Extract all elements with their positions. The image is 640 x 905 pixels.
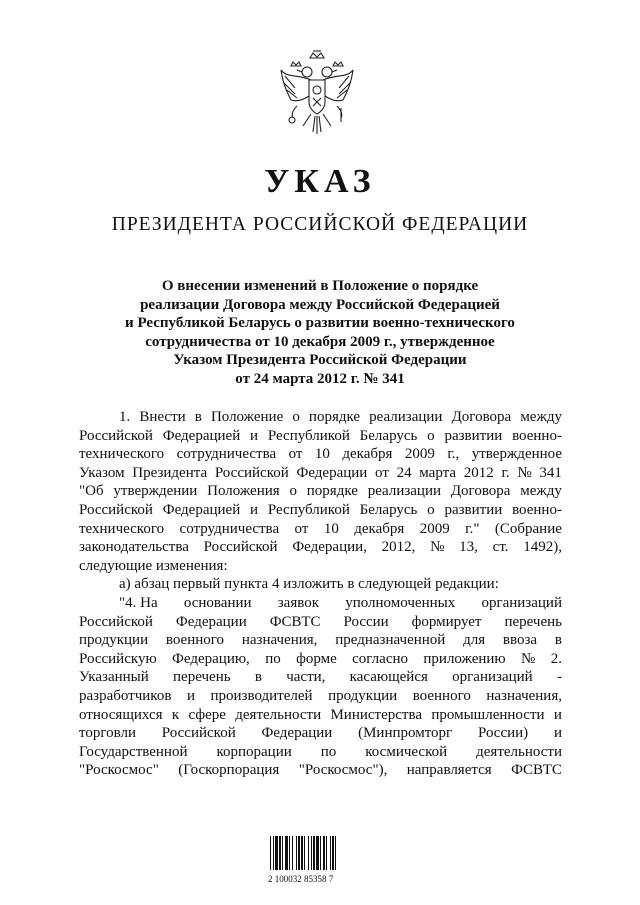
body-word: от — [375, 464, 389, 481]
body-word: Федерации — [175, 613, 247, 630]
body-word: "Об — [79, 483, 104, 500]
body-word: Российскую — [79, 650, 157, 667]
body-word: г., — [447, 446, 460, 463]
body-word: Республикой — [267, 427, 350, 444]
body-word: 2. — [550, 650, 562, 667]
body-word: (Собрание — [494, 520, 562, 537]
body-word: 10 — [314, 446, 330, 463]
body-line — [79, 520, 562, 539]
body-word: приложению — [423, 650, 506, 667]
barcode-bar — [330, 836, 331, 870]
barcode-bar — [316, 836, 319, 870]
body-word: порядке — [308, 409, 361, 425]
body-word: марта — [419, 464, 457, 481]
barcode — [268, 830, 364, 888]
body-word: ФСВТС — [511, 762, 562, 779]
barcode-bar — [270, 836, 271, 870]
body-word: утверждении — [113, 483, 198, 500]
body-word: продукции — [328, 687, 398, 704]
body-word: Федерацией — [162, 501, 241, 518]
body-word: 1492), — [523, 539, 562, 556]
body-word: торговли — [79, 725, 137, 742]
heading-line: реализации Договора между Российской Федерацией — [140, 296, 500, 313]
body-word: направляется — [406, 762, 492, 779]
body-word: корпорации — [216, 743, 292, 760]
body-word: Российской — [161, 725, 236, 742]
body-word: военно- — [512, 501, 562, 518]
body-word: Указом — [79, 464, 125, 481]
body-line — [79, 501, 562, 520]
body-word: согласно — [352, 650, 409, 667]
body-word: России) — [477, 725, 529, 742]
body-word: назначения, — [241, 632, 318, 649]
body-word: части, — [286, 669, 326, 686]
barcode-bar — [320, 836, 321, 870]
body-word: форме — [296, 650, 337, 667]
body-word: уполномоченных — [345, 594, 456, 611]
body-word: Федерации, — [292, 539, 367, 556]
body-word: а) абзац первый пункта 4 изложить в следующей редакции: — [119, 576, 499, 593]
body-word: г." — [465, 520, 480, 537]
body-word: в — [554, 632, 562, 649]
body-word: декабря — [342, 446, 393, 463]
body-word: для — [463, 632, 486, 649]
body-word: 10 — [323, 520, 339, 537]
body-word: 1. — [119, 409, 131, 425]
barcode-number: 2 100032 85358 7 — [268, 874, 334, 884]
body-word: организаций — [481, 594, 562, 611]
body-word: реализации — [369, 409, 443, 425]
body-word: о — [289, 483, 297, 500]
body-word: 2009 — [419, 520, 450, 537]
body-word: о — [427, 427, 435, 444]
body-word: Президента — [132, 464, 208, 481]
body-word: Федерацию, — [172, 650, 250, 667]
body-word: Положение — [210, 409, 284, 425]
barcode-bar — [308, 836, 309, 870]
barcode-bar — [273, 836, 274, 870]
body-word: и — [186, 687, 195, 704]
body-word: "Роскосмос" — [79, 762, 159, 779]
barcode-bar — [313, 836, 315, 870]
body-line — [79, 575, 562, 594]
body-word: основании — [183, 594, 252, 611]
body-line — [79, 594, 562, 613]
body-word: ст. — [492, 539, 509, 556]
body-word: заявок — [277, 594, 319, 611]
barcode-bar — [332, 836, 334, 870]
body-word: технического — [79, 520, 165, 537]
body-word: организаций — [452, 669, 533, 686]
body-line — [79, 687, 562, 706]
body-word: Федерации — [296, 464, 368, 481]
barcode-bar — [326, 836, 327, 870]
body-word: законодательства — [79, 539, 189, 556]
decree-heading — [80, 277, 560, 389]
barcode-bar — [304, 836, 305, 870]
body-word: 2012, — [381, 539, 416, 556]
body-word: назначения, — [486, 687, 562, 704]
body-word: Российской — [203, 539, 278, 556]
body-word: порядке — [306, 483, 358, 500]
barcode-bar — [301, 836, 303, 870]
heading-line: от 24 марта 2012 г. № 341 — [235, 370, 405, 387]
barcode-bar — [335, 836, 336, 870]
decree-type-title: УКАЗ — [264, 163, 376, 200]
body-word: разработчиков — [79, 687, 172, 704]
barcode-bar — [296, 836, 297, 870]
body-line — [79, 557, 562, 576]
barcode-bar — [289, 836, 290, 870]
body-word: между — [520, 483, 562, 500]
body-word: 341 — [539, 464, 562, 481]
body-word: развитии — [444, 427, 503, 444]
body-word: следующие изменения: — [79, 557, 228, 574]
barcode-bar — [282, 836, 283, 870]
barcode-bar — [323, 836, 325, 870]
barcode-icon — [268, 830, 364, 872]
heading-line: и Республикой Беларусь о развитии военно-технического — [125, 315, 515, 332]
body-word: о — [427, 501, 435, 518]
body-line — [79, 724, 562, 743]
body-word: (Госкорпорация — [178, 762, 280, 779]
decree-issuer: ПРЕЗИДЕНТА РОССИЙСКОЙ ФЕДЕРАЦИИ — [111, 214, 529, 235]
body-word: декабря — [354, 520, 405, 537]
body-word: "4. На — [119, 594, 158, 611]
body-word: производителей — [210, 687, 313, 704]
body-word: и — [250, 427, 259, 444]
barcode-bar — [285, 836, 288, 870]
body-word: Российской — [79, 427, 153, 444]
body-word: военного — [412, 687, 471, 704]
body-word: 24 — [396, 464, 412, 481]
body-word: деятельности — [235, 706, 322, 723]
body-word: продукции — [79, 632, 149, 649]
body-word: 2012 — [463, 464, 494, 481]
body-word: формирует — [411, 613, 482, 630]
body-line — [79, 743, 562, 762]
coat-of-arms-icon — [277, 48, 357, 140]
body-word: Внести — [139, 409, 186, 425]
body-word: перечень — [504, 613, 562, 630]
heading-line: Указом Президента Российской Федерации — [173, 352, 467, 369]
body-line — [79, 464, 562, 483]
body-word: 13, — [459, 539, 478, 556]
barcode-bar — [298, 836, 300, 870]
body-word: сотрудничества — [176, 446, 277, 463]
body-word: к — [171, 706, 180, 723]
body-word: Указанный — [79, 669, 149, 686]
body-word: Положения — [207, 483, 280, 500]
body-word: военно- — [512, 427, 562, 444]
body-line — [79, 631, 562, 650]
body-word: России — [343, 613, 389, 630]
body-word: Беларусь — [359, 427, 418, 444]
body-word: "Роскосмос"), — [298, 762, 388, 779]
body-word: Министерства — [330, 706, 423, 723]
barcode-bar — [275, 836, 278, 870]
body-word: сфере — [188, 706, 226, 723]
body-word: между — [520, 409, 562, 425]
barcode-bar — [292, 836, 293, 870]
body-word: утвержденное — [471, 446, 562, 463]
body-word: Федерацией — [162, 427, 241, 444]
body-word: Республикой — [267, 501, 350, 518]
body-word: Российской — [79, 501, 153, 518]
body-word: от — [288, 446, 303, 463]
body-word: в — [194, 409, 202, 425]
body-word: Договора — [451, 409, 512, 425]
body-line — [79, 408, 562, 427]
body-word: 2009 — [404, 446, 435, 463]
body-word: военного — [165, 632, 225, 649]
body-word: о — [292, 409, 300, 425]
body-word: ФСВТС — [269, 613, 321, 630]
body-word: и — [250, 501, 259, 518]
body-word: и — [553, 725, 562, 742]
barcode-bar — [311, 836, 312, 870]
body-line — [79, 761, 562, 780]
body-word: промышленности — [431, 706, 545, 723]
body-line — [79, 613, 562, 632]
body-line — [79, 668, 562, 687]
body-word: от — [294, 520, 309, 537]
body-word: (Минпромторг — [358, 725, 453, 742]
body-word: космической — [365, 743, 448, 760]
body-line — [79, 427, 562, 446]
barcode-bar — [279, 836, 281, 870]
body-word: Российской — [214, 464, 289, 481]
body-word: г. — [501, 464, 510, 481]
body-word: по — [320, 743, 337, 760]
body-word: № — [430, 539, 445, 556]
body-word: - — [556, 669, 562, 686]
body-word: деятельности — [476, 743, 562, 760]
body-word: № — [521, 650, 536, 667]
body-word: в — [254, 669, 262, 686]
body-word: и — [553, 706, 562, 723]
body-line — [79, 445, 562, 464]
body-word: перечень — [173, 669, 231, 686]
body-word: относящихся — [79, 706, 163, 723]
body-word: Федерации — [261, 725, 333, 742]
body-word: № — [517, 464, 532, 481]
body-word: ввоза — [502, 632, 538, 649]
body-word: Беларусь — [359, 501, 418, 518]
body-word: касающейся — [349, 669, 428, 686]
heading-line: О внесении изменений в Положение о порядке — [161, 278, 479, 294]
body-word: Договора — [450, 483, 511, 500]
body-line — [79, 538, 562, 557]
body-word: развитии — [444, 501, 503, 518]
body-word: Российской — [79, 613, 153, 630]
heading-line: сотрудничества от 10 декабря 2009 г., утвержденное — [145, 333, 495, 350]
body-line — [79, 650, 562, 669]
body-word: по — [265, 650, 281, 667]
body-word: сотрудничества — [179, 520, 280, 537]
body-word: предназначенной — [335, 632, 446, 649]
body-word: Государственной — [79, 743, 188, 760]
body-line — [79, 482, 562, 501]
body-word: технического — [79, 446, 165, 463]
body-line — [79, 706, 562, 725]
decree-body — [79, 408, 562, 780]
body-word: реализации — [367, 483, 442, 500]
